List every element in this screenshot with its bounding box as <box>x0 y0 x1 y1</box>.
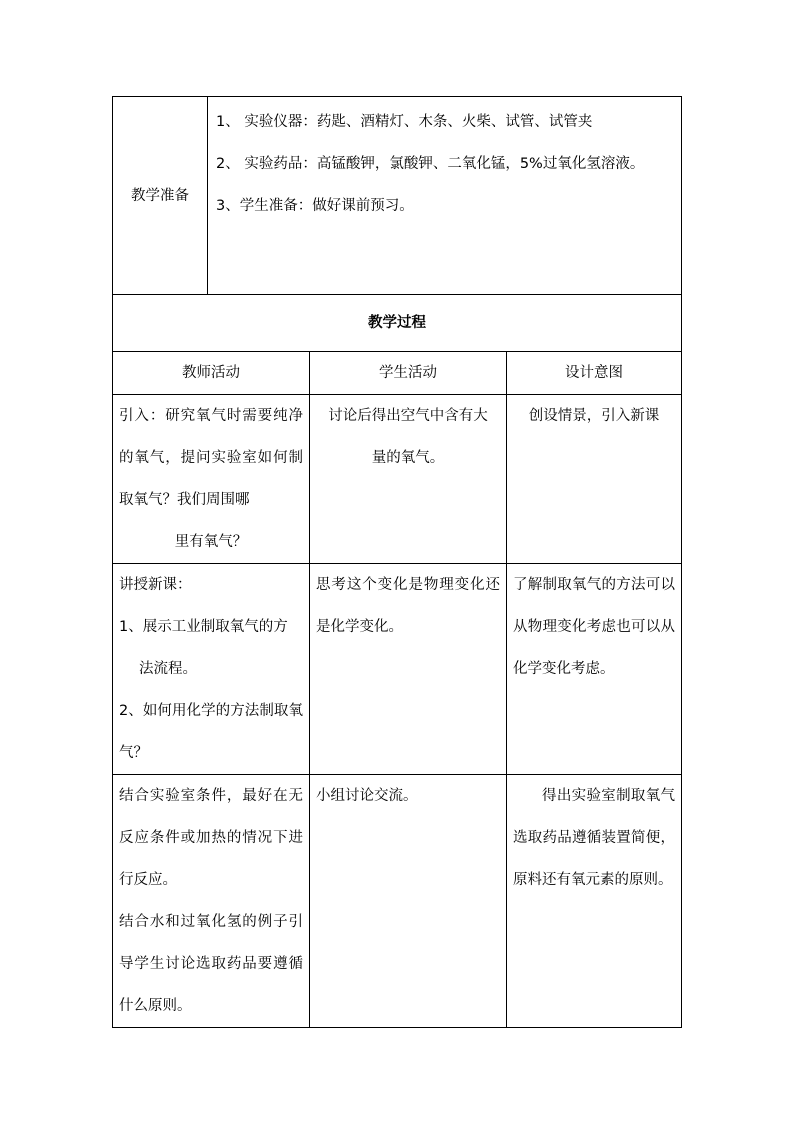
process-title: 教学过程 <box>113 295 682 352</box>
row1-student-text: 讨论后得出空气中含有大量的氧气。 <box>328 408 488 466</box>
row2-design-intent <box>507 564 682 775</box>
process-title-row <box>113 295 682 352</box>
row3-design-text: 得出实验室制取氧气选取药品遵循装置简便，原料还有氧元素的原则。 <box>513 788 676 888</box>
row1-student-activity <box>310 395 507 564</box>
prep-content <box>208 97 682 295</box>
row1-teacher-text: 引入：研究氧气时需要纯净的氧气，提问实验室如何制取氧气？我们周围哪 <box>119 408 303 508</box>
prep-line-reagents: 2、 实验药品：高锰酸钾，氯酸钾、二氧化锰，5%过氧化氢溶液。 <box>216 156 645 172</box>
row3-teacher-text-1: 结合实验室条件，最好在无反应条件或加热的情况下进行反应。 <box>119 788 303 888</box>
table-row <box>113 564 682 775</box>
row2-design-text: 了解制取氧气的方法可以从物理变化考虑也可以从化学变化考虑。 <box>513 577 676 677</box>
row2-teacher-item1-cont: 法流程。 <box>139 661 197 677</box>
row1-teacher-text-end: 里有氧气？ <box>174 534 248 550</box>
row3-student-activity <box>310 775 507 1028</box>
row3-teacher-activity <box>113 775 310 1028</box>
row2-teacher-activity <box>113 564 310 775</box>
row1-design-intent <box>507 395 682 564</box>
table-row <box>113 395 682 564</box>
row2-teacher-item2: 2、如何用化学的方法制取氧气？ <box>119 703 303 761</box>
prep-row <box>113 97 682 295</box>
row3-student-text: 小组讨论交流。 <box>316 788 418 804</box>
row3-teacher-text-2: 结合水和过氧化氢的例子引导学生讨论选取药品要遵循什么原则。 <box>119 914 303 1014</box>
lesson-plan-table <box>112 96 682 1028</box>
row1-teacher-activity <box>113 395 310 564</box>
header-design-intent: 设计意图 <box>507 352 682 395</box>
header-row <box>113 352 682 395</box>
header-teacher-activity: 教师活动 <box>113 352 310 395</box>
row2-teacher-heading: 讲授新课： <box>119 577 192 593</box>
prep-label: 教学准备 <box>113 97 208 295</box>
header-student-activity: 学生活动 <box>310 352 507 395</box>
row1-design-text: 创设情景，引入新课 <box>528 408 660 424</box>
row2-student-activity <box>310 564 507 775</box>
row2-student-text: 思考这个变化是物理变化还是化学变化。 <box>316 577 500 635</box>
table-row <box>113 775 682 1028</box>
prep-line-students: 3、学生准备：做好课前预习。 <box>216 198 414 214</box>
prep-line-equipment: 1、 实验仪器：药匙、酒精灯、木条、火柴、试管、试管夹 <box>216 114 593 130</box>
row3-design-intent <box>507 775 682 1028</box>
row2-teacher-item1: 1、展示工业制取氧气的方 <box>119 619 288 635</box>
